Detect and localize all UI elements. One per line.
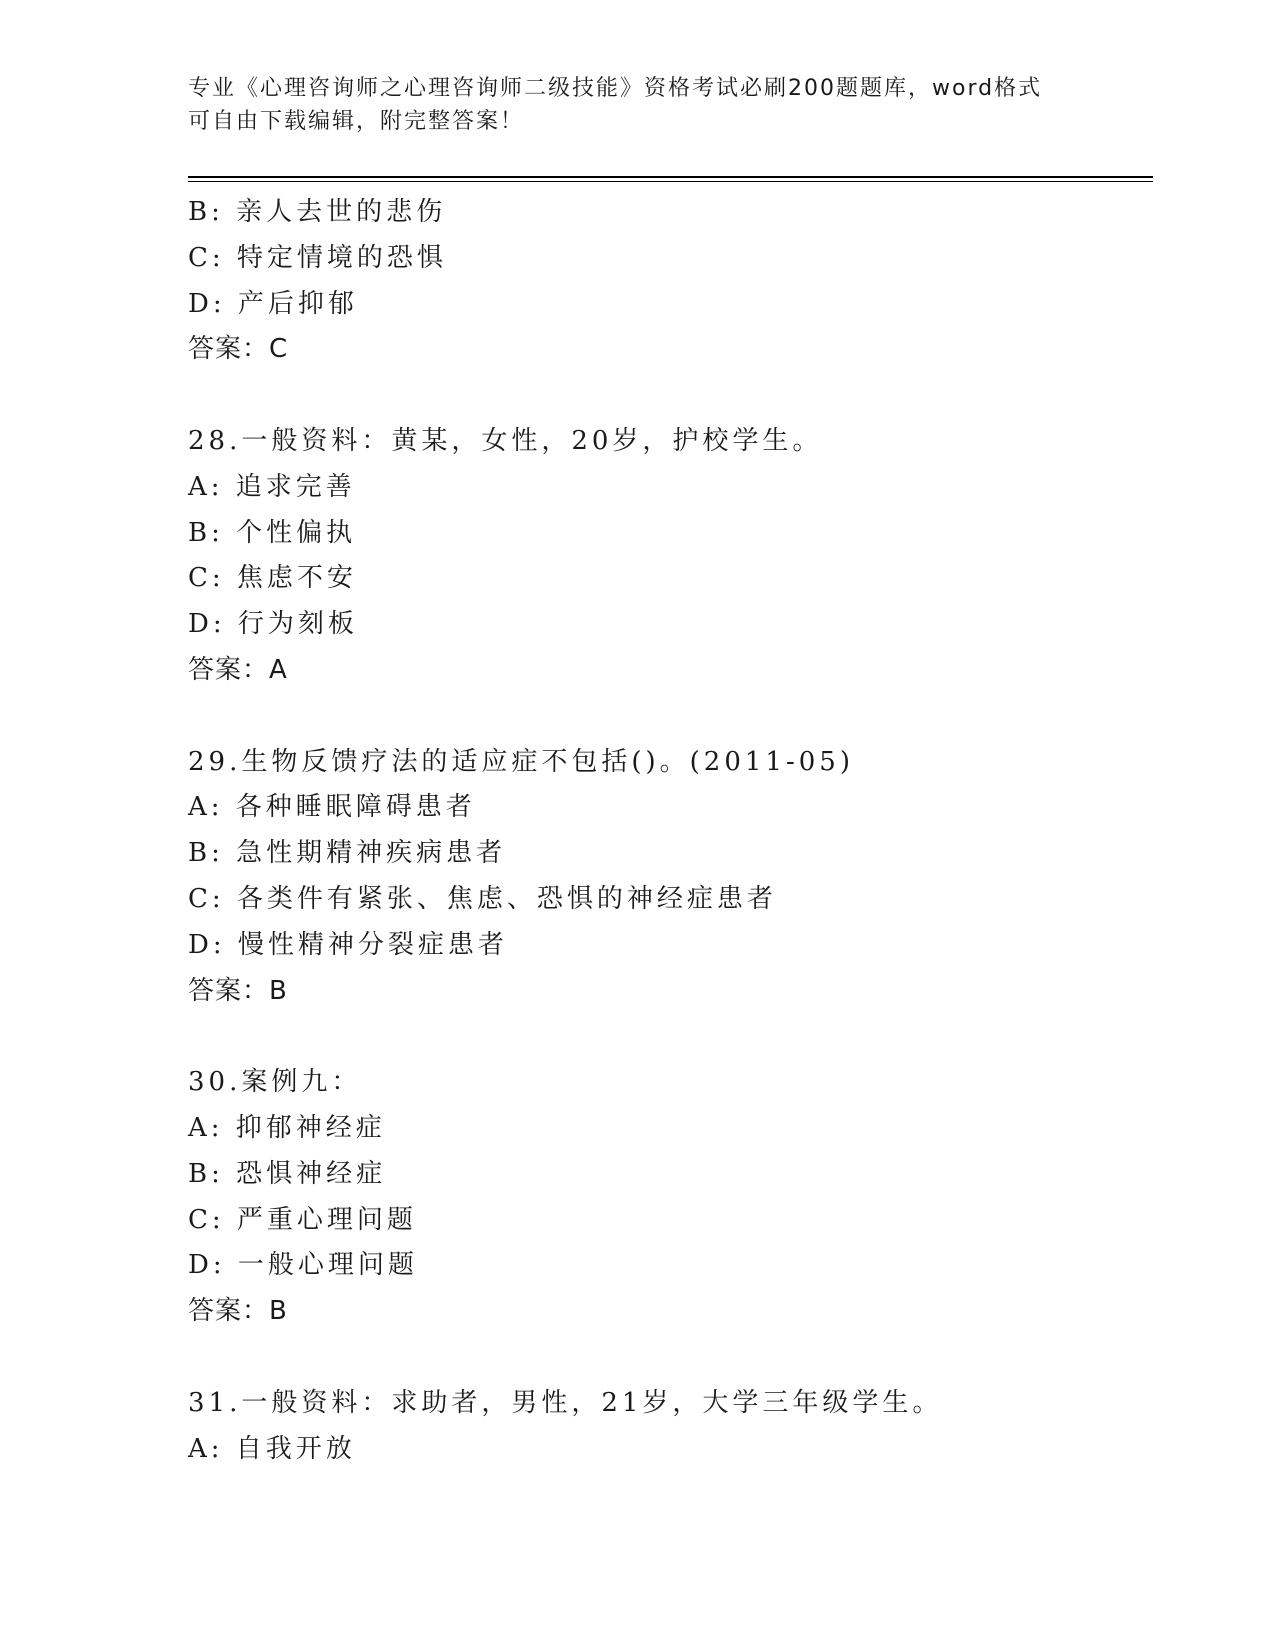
spacer xyxy=(188,694,1148,740)
option-d: D: 一般心理问题 xyxy=(188,1250,418,1281)
option-a: A: 抑郁神经症 xyxy=(188,1112,386,1143)
option-a: A: 自我开放 xyxy=(188,1433,356,1464)
question-30 xyxy=(188,1060,1148,1335)
option-c: C: 特定情境的恐惧 xyxy=(188,242,447,273)
document-header xyxy=(188,72,1088,138)
option-b: B: 急性期精神疾病患者 xyxy=(188,838,507,869)
header-divider-thin xyxy=(188,181,1153,182)
question-stem: 28.一般资料：黄某，女性，20岁，护校学生。 xyxy=(188,425,823,456)
option-d: D: 慢性精神分裂症患者 xyxy=(188,929,508,960)
question-stem: 30.案例九： xyxy=(188,1067,362,1098)
answer-line: 答案：A xyxy=(188,654,288,685)
question-28 xyxy=(188,419,1148,694)
question-stem: 31.一般资料：求助者，男性，21岁，大学三年级学生。 xyxy=(188,1387,943,1418)
option-b: B: 恐惧神经症 xyxy=(188,1158,387,1189)
question-27-tail xyxy=(188,190,1148,373)
option-b: B: 亲人去世的悲伤 xyxy=(188,197,447,227)
question-stem: 29.生物反馈疗法的适应症不包括()。(2011-05) xyxy=(188,746,854,777)
spacer xyxy=(188,1335,1148,1381)
option-d: D: 行为刻板 xyxy=(188,609,358,640)
answer-line: 答案：C xyxy=(188,334,289,365)
spacer xyxy=(188,373,1148,419)
question-list xyxy=(188,190,1148,1472)
option-c: C: 严重心理问题 xyxy=(188,1204,417,1235)
option-a: A: 各种睡眠障碍患者 xyxy=(188,792,476,823)
option-a: A: 追求完善 xyxy=(188,471,356,502)
option-b: B: 个性偏执 xyxy=(188,517,357,548)
option-d: D: 产后抑郁 xyxy=(188,288,358,319)
header-line-2: 可自由下载编辑，附完整答案！ xyxy=(188,109,525,134)
option-c: C: 各类件有紧张、焦虑、恐惧的神经症患者 xyxy=(188,883,777,914)
question-29 xyxy=(188,740,1148,1015)
option-c: C: 焦虑不安 xyxy=(188,563,357,594)
header-divider-thick xyxy=(188,176,1153,178)
header-line-1: 专业《心理咨询师之心理咨询师二级技能》资格考试必刷200题题库，word格式 xyxy=(188,76,1043,101)
answer-line: 答案：B xyxy=(188,975,288,1006)
answer-line: 答案：B xyxy=(188,1296,288,1327)
question-31 xyxy=(188,1381,1148,1473)
spacer xyxy=(188,1014,1148,1060)
